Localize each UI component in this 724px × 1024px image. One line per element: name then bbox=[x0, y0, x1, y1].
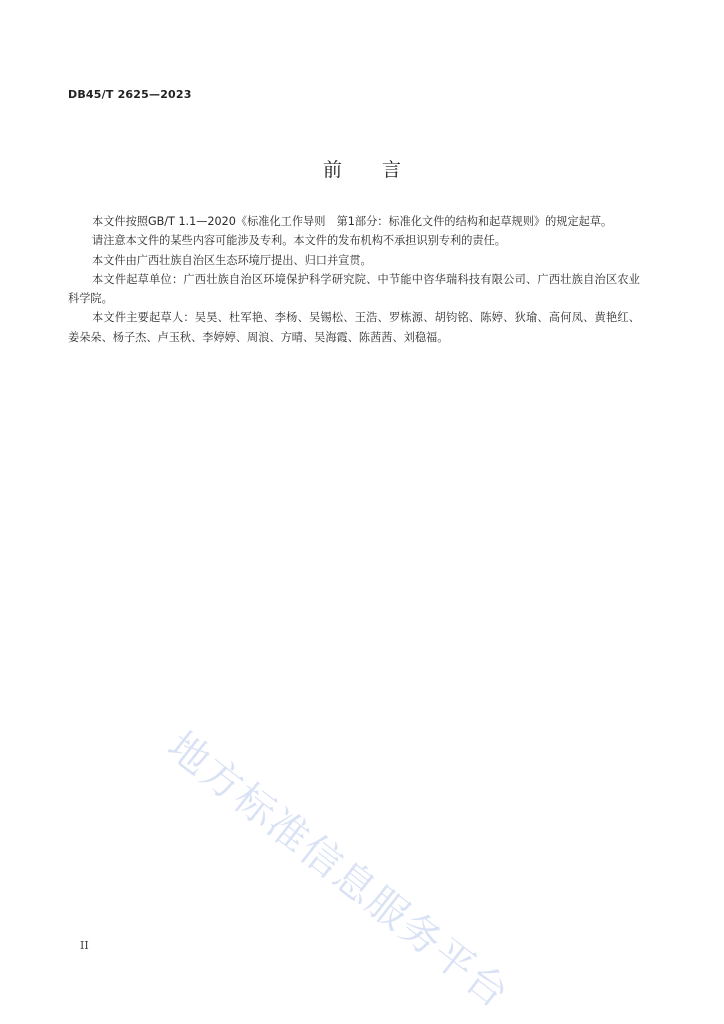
paragraph-drafting-rules: 本文件按照GB/T 1.1—2020《标准化工作导则 第1部分：标准化文件的结构和起草规则》的规定起草。 bbox=[92, 215, 613, 228]
foreword-body bbox=[68, 212, 640, 347]
paragraph-proposer: 本文件由广西壮族自治区生态环境厅提出、归口并宣贯。 bbox=[92, 253, 372, 267]
watermark: 地方标准信息服务平台 bbox=[158, 723, 518, 1018]
page-title: 前言 bbox=[322, 159, 441, 181]
paragraph-drafters: 本文件主要起草人：吴昊、杜军艳、李杨、吴锡松、王浩、罗栋源、胡钧铭、陈婷、狄瑜、高何凤、黄艳红、姜朵朵、杨子杰、卢玉秋、李婷婷、周浪、方晴、吴海霞、陈茜茜、刘稳福。 bbox=[68, 311, 640, 344]
paragraph-patent-notice: 请注意本文件的某些内容可能涉及专利。本文件的发布机构不承担识别专利的责任。 bbox=[92, 234, 506, 248]
paragraph-drafting-units: 本文件起草单位：广西壮族自治区环境保护科学研究院、中节能中咨华瑞科技有限公司、广西壮族自治区农业科学院。 bbox=[68, 272, 640, 306]
page-number: II bbox=[80, 939, 89, 952]
standard-code: DB45/T 2625—2023 bbox=[68, 88, 192, 101]
